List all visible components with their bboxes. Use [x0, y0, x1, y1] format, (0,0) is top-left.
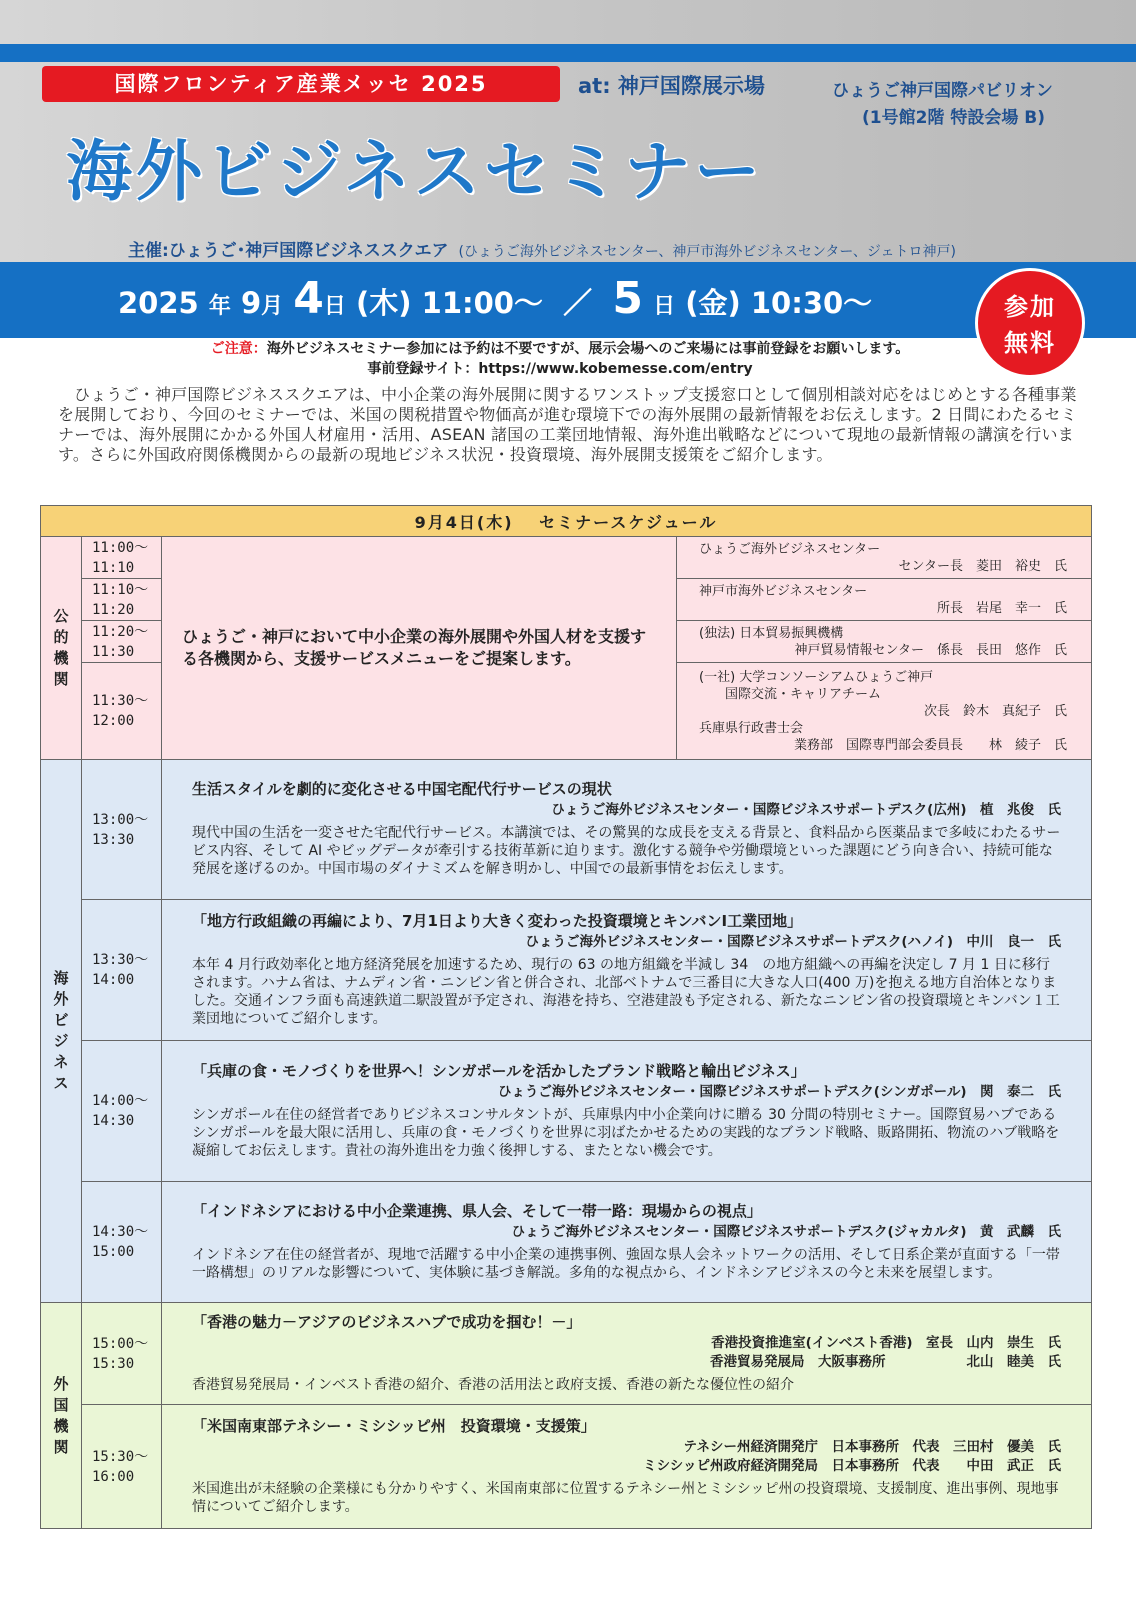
- session-speaker: ミシシッピ州政府経済開発局 日本事務所 代表 中田 武正 氏: [643, 1457, 1062, 1474]
- time-slot: 13:30〜 14:00: [82, 900, 162, 1041]
- day2-time: 10:30〜: [750, 286, 873, 320]
- event-name-tag: 国際フロンティア産業メッセ 2025: [42, 66, 560, 102]
- time-slot: 11:10〜 11:20: [82, 579, 162, 621]
- session-cell: [162, 1182, 1092, 1303]
- session-body: 米国進出が未経験の企業様にも分かりやすく、米国南東部に位置するテネシー州とミシシッピ州の投資環境、支援制度、進出事例、現地事情についてご紹介します。: [192, 1480, 1059, 1515]
- day1-weekday: (木): [356, 286, 412, 320]
- session-cell: [162, 1041, 1092, 1182]
- time-slot: 11:00〜 11:10: [82, 537, 162, 579]
- time-slot: 15:00〜 15:30: [82, 1303, 162, 1405]
- session-body: インドネシア在住の経営者が、現地で活躍する中小企業の連携事例、強固な県人会ネットワークの活用、そして日系企業が直面する「一帯一路構想」のリアルな影響について、実体験に基づき解説。多角的な視点から、インドネシアビジネスの今と未来を展望します。: [192, 1246, 1060, 1281]
- session-speaker: ひょうご海外ビジネスセンター・国際ビジネスサポートデスク(ジャカルタ) 黄 武麟 氏: [511, 1223, 1062, 1240]
- date-line: [118, 274, 872, 332]
- session-speaker: ひょうご海外ビジネスセンター・国際ビジネスサポートデスク(広州) 植 兆俊 氏: [551, 802, 1062, 818]
- session-title: 生活スタイルを劇的に変化させる中国宅配代行サービスの現状: [192, 780, 612, 798]
- session-speaker: 香港貿易発展局 大阪事務所 北山 睦美 氏: [710, 1353, 1062, 1370]
- notice-text: 海外ビジネスセミナー参加には予約は不要ですが、展示会場へのご来場には事前登録をお願いします。: [266, 341, 910, 357]
- session-title: 「地方行政組織の再編により、7月1日より大きく変わった投資環境とキンバンⅠ工業団地」: [192, 911, 803, 930]
- speaker-cell: (独法) 日本貿易振興機構 神戸貿易情報センター 係長 長田 悠作 氏: [677, 621, 1092, 663]
- organizer-members: (ひょうご海外ビジネスセンター、神戸市海外ビジネスセンター、ジェトロ神戸): [458, 244, 957, 260]
- time-slot: 11:20〜 11:30: [82, 621, 162, 663]
- speaker-cell: (一社) 大学コンソーシアムひょうご神戸 国際交流・キャリアチーム 次長 鈴木 真紀子 氏 兵庫県行政書士会 業務部 国際専門部会委員長 林 綾子 氏: [677, 663, 1092, 760]
- session-cell: [162, 1405, 1092, 1529]
- category-public: 公 的 機 関: [41, 537, 82, 760]
- time-slot: 11:30〜 12:00: [82, 663, 162, 760]
- session-title: 「兵庫の食・モノづくりを世界へ！シンガポールを活かしたブランド戦略と輸出ビジネス」: [192, 1061, 806, 1080]
- category-foreign: 外 国 機 関: [41, 1303, 82, 1529]
- schedule-table: [40, 505, 1092, 1529]
- venue-hall: (1号館2階 特設会場 B): [862, 108, 1045, 128]
- speaker-cell: ひょうご海外ビジネスセンター センター長 菱田 裕史 氏: [677, 537, 1092, 579]
- schedule-heading: 9月4日(木) セミナースケジュール: [41, 506, 1092, 537]
- session-body: 本年 4 月行政効率化と地方経済発展を加速するため、現行の 63 の地方組織を半減し 34 の地方組織への再編を決定し 7 月 1 日に移行されます。ハナム省は、ナムディン省・ニンビン省と併合され、北部ベトナムで三番目に大きな人口(400 万)を抱える地方自治体となりました。交通インフラ面も高速鉄道二駅設置が予定され、海港を持ち、空港建設も予定される、新たなニンビン省の投資環境とキンバン１工業団地についてご紹介します。: [192, 956, 1060, 1027]
- venue-pavilion: ひょうご神戸国際パビリオン: [832, 81, 1053, 101]
- time-slot: 14:30〜 15:00: [82, 1182, 162, 1303]
- category-overseas: 海 外 ビ ジ ネ ス: [41, 760, 82, 1303]
- session-cell: [162, 760, 1092, 900]
- session-speaker: ひょうご海外ビジネスセンター・国際ビジネスサポートデスク(シンガポール) 関 泰二 氏: [497, 1083, 1062, 1100]
- page-title: 海外ビジネスセミナー: [66, 133, 765, 210]
- day2-weekday: (金): [685, 286, 741, 320]
- venue-main: at: 神戸国際展示場: [578, 74, 765, 98]
- public-description: ひょうご・神戸において中小企業の海外展開や外国人材を支援する各機関から、支援サービスメニューをご提案します。: [162, 537, 677, 760]
- session-title: 「インドネシアにおける中小企業連携、県人会、そして一帯一路：現場からの視点」: [192, 1201, 762, 1220]
- day1: 4: [293, 273, 324, 324]
- notice: [60, 339, 1060, 379]
- year: 2025: [118, 286, 199, 320]
- date-separator: ／: [563, 286, 593, 320]
- date-band: [0, 262, 1136, 338]
- time-slot: 13:00〜 13:30: [82, 760, 162, 900]
- day1-unit: 日: [323, 294, 346, 319]
- session-title: 「香港の魅力－アジアのビジネスハブで成功を掴む！－」: [192, 1312, 582, 1331]
- session-speaker: テネシー州経済開発庁 日本事務所 代表 三田村 優美 氏: [683, 1438, 1062, 1455]
- day1-time: 11:00〜: [421, 286, 543, 320]
- free-badge-line2: 無料: [1004, 329, 1056, 357]
- day2-unit: 日: [653, 294, 676, 319]
- intro-paragraph: ひょうご・神戸国際ビジネススクエアは、中小企業の海外展開に関するワンストップ支援窓口として個別相談対応をはじめとする各種事業を展開しており、今回のセミナーでは、米国の関税措置や物価高が進む環境下での海外展開の最新情報をお伝えします。2 日間にわたるセミナーでは、海外展開にかかる外国人材雇用・活用、ASEAN 諸国の工業団地情報、海外進出戦略などについて現地の最新情報の講演を行います。さらに外国政府関係機関からの最新の現地ビジネス状況・投資環境、海外展開支援策をご紹介します。: [58, 385, 1077, 464]
- header-banner: [0, 0, 1136, 262]
- registration-site[interactable]: 事前登録サイト：https://www.kobemesse.com/entry: [367, 361, 753, 377]
- year-unit: 年: [208, 294, 231, 319]
- month-unit: 月: [261, 294, 284, 319]
- header-top-bar: [0, 44, 1136, 62]
- day2: 5: [612, 273, 643, 324]
- time-slot: 15:30〜 16:00: [82, 1405, 162, 1529]
- session-cell: [162, 1303, 1092, 1405]
- month: 9: [240, 286, 262, 320]
- notice-line: [60, 339, 1060, 359]
- session-body: 現代中国の生活を一変させた宅配代行サービス。本講演では、その驚異的な成長を支える背景と、食料品から医薬品まで多岐にわたるサービス内容、そして AI やビッグデータが牽引する技術革新に迫ります。激化する競争や労働環境といった課題にどう向き合い、持続可能な発展を遂げるのか。中国市場のダイナミズムを解き明かし、中国での最新事情をお伝えします。: [192, 825, 1061, 877]
- session-title: 「米国南東部テネシー・ミシシッピ州 投資環境・支援策」: [192, 1416, 596, 1435]
- speaker-cell: 神戸市海外ビジネスセンター 所長 岩尾 幸一 氏: [677, 579, 1092, 621]
- session-body: シンガポール在住の経営者でありビジネスコンサルタントが、兵庫県内中小企業向けに贈る 30 分間の特別セミナー。国際貿易ハブであるシンガポールを最大限に活用し、兵庫の食・モノづくりを世界に羽ばたかせるための実践的なブランド戦略、販路開拓、物流のハブ戦略を凝縮してお伝えします。貴社の海外進出を力強く後押しする、またとない機会です。: [192, 1106, 1060, 1159]
- organizer: [128, 236, 956, 261]
- session-speaker: ひょうご海外ビジネスセンター・国際ビジネスサポートデスク(ハノイ) 中川 良一 氏: [525, 933, 1062, 950]
- session-body: 香港貿易発展局・インベスト香港の紹介、香港の活用法と政府支援、香港の新たな優位性の紹介: [192, 1376, 794, 1393]
- organizer-name: 主催:ひょうご･神戸国際ビジネススクエア: [128, 241, 449, 261]
- session-speaker: 香港投資推進室(インベスト香港) 室長 山内 崇生 氏: [711, 1334, 1062, 1351]
- free-badge-line1: 参加: [1004, 293, 1056, 321]
- notice-label: ご注意：: [210, 341, 267, 357]
- time-slot: 14:00〜 14:30: [82, 1041, 162, 1182]
- session-cell: [162, 900, 1092, 1041]
